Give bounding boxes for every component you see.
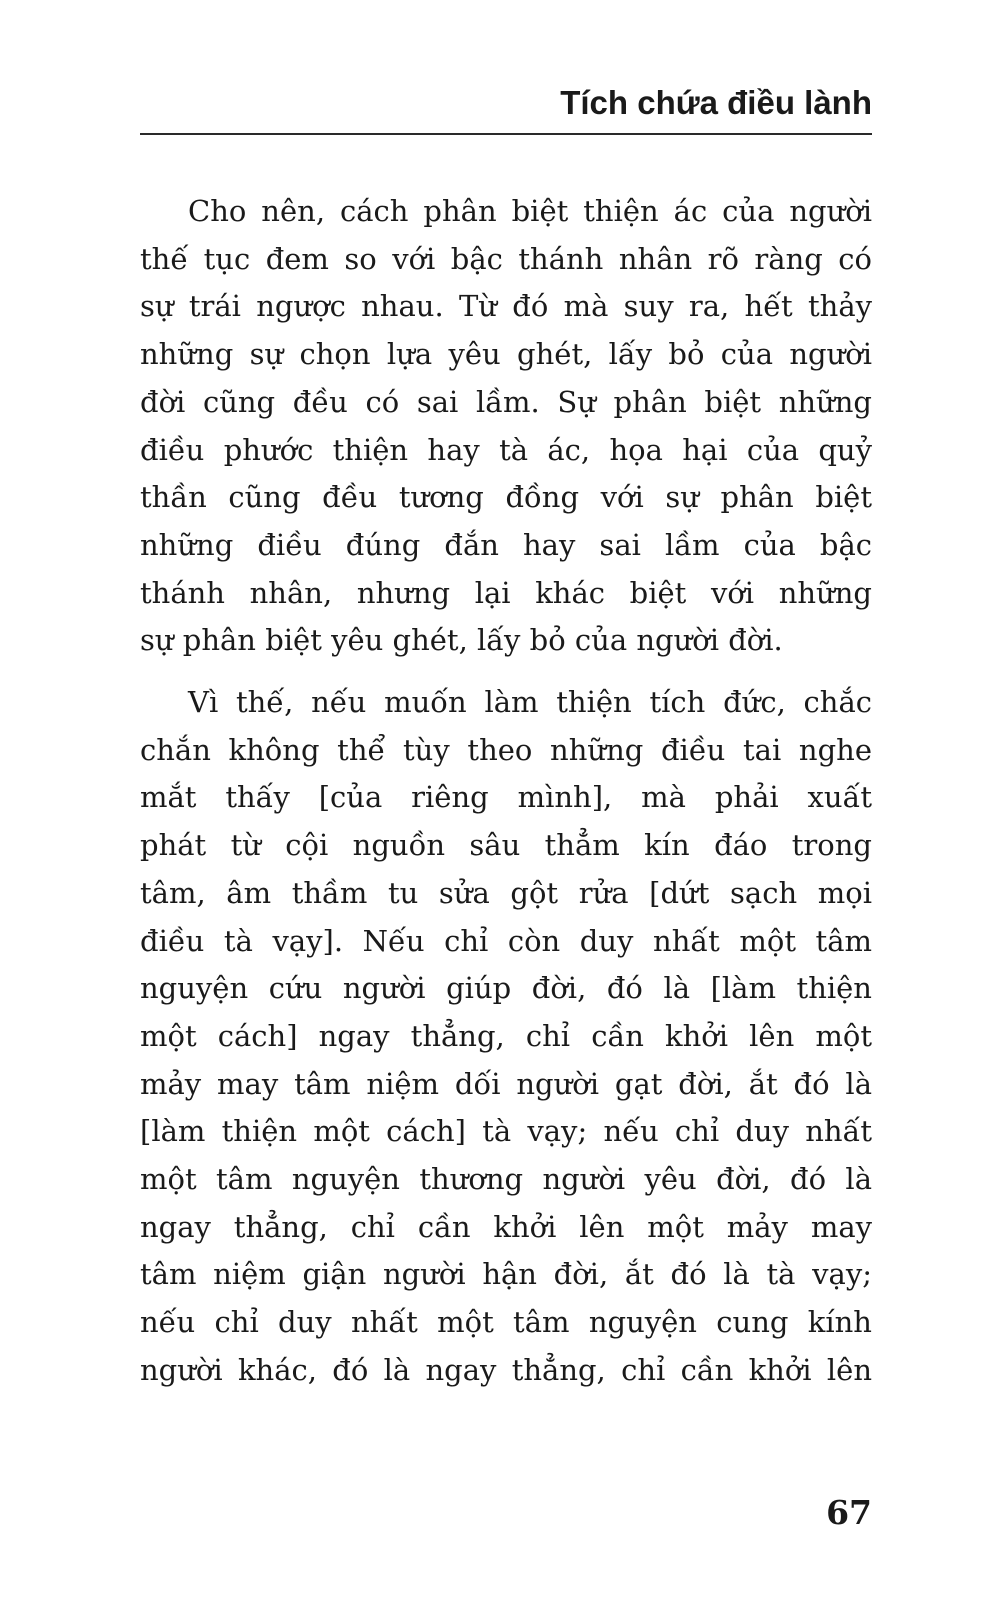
text-line: thánh nhân, nhưng lại khác biệt với những	[140, 575, 872, 610]
running-head-title: Tích chứa điều lành	[560, 84, 872, 121]
text-line: thế tục đem so với bậc thánh nhân rõ ràng có	[140, 241, 872, 276]
text-line: tâm niệm giận người hận đời, ắt đó là tà vạy;	[140, 1257, 872, 1292]
paragraph-2	[140, 679, 872, 1395]
text-line: nếu chỉ duy nhất một tâm nguyện cung kính	[140, 1305, 872, 1340]
text-line: mảy may tâm niệm dối người gạt đời, ắt đó là	[140, 1066, 872, 1101]
text-line: ngay thẳng, chỉ cần khởi lên một mảy may	[140, 1209, 872, 1244]
text-line: Vì thế, nếu muốn làm thiện tích đức, chắc	[188, 685, 872, 720]
text-line: những điều đúng đắn hay sai lầm của bậc	[140, 527, 872, 562]
text-line: sự trái ngược nhau. Từ đó mà suy ra, hết thảy	[140, 289, 872, 324]
paragraph-1	[140, 188, 872, 665]
text-line: một cách] ngay thẳng, chỉ cần khởi lên một	[140, 1018, 872, 1053]
text-line: người khác, đó là ngay thẳng, chỉ cần khởi lên	[140, 1352, 872, 1387]
text-line: chắn không thể tùy theo những điều tai nghe	[140, 732, 872, 767]
text-line: [làm thiện một cách] tà vạy; nếu chỉ duy nhất	[140, 1114, 872, 1149]
text-line: mắt thấy [của riêng mình], mà phải xuất	[140, 780, 872, 815]
page-number: 67	[826, 1493, 872, 1532]
text-line: sự phân biệt yêu ghét, lấy bỏ của người đời.	[140, 623, 783, 658]
text-line: phát từ cội nguồn sâu thẳm kín đáo trong	[140, 828, 872, 863]
text-line: nguyện cứu người giúp đời, đó là [làm thiện	[140, 971, 872, 1006]
text-line: một tâm nguyện thương người yêu đời, đó là	[140, 1162, 872, 1197]
text-line: những sự chọn lựa yêu ghét, lấy bỏ của người	[140, 337, 872, 372]
text-line: Cho nên, cách phân biệt thiện ác của người	[188, 194, 872, 228]
text-line: đời cũng đều có sai lầm. Sự phân biệt những	[140, 384, 872, 419]
text-line: thần cũng đều tương đồng với sự phân biệt	[140, 480, 872, 515]
text-line: điều tà vạy]. Nếu chỉ còn duy nhất một tâm	[140, 923, 872, 958]
header-rule	[140, 133, 872, 135]
text-line: tâm, âm thầm tu sửa gột rửa [dứt sạch mọi	[140, 875, 872, 910]
text-line: điều phước thiện hay tà ác, họa hại của quỷ	[140, 432, 872, 467]
body-text	[140, 188, 872, 1395]
